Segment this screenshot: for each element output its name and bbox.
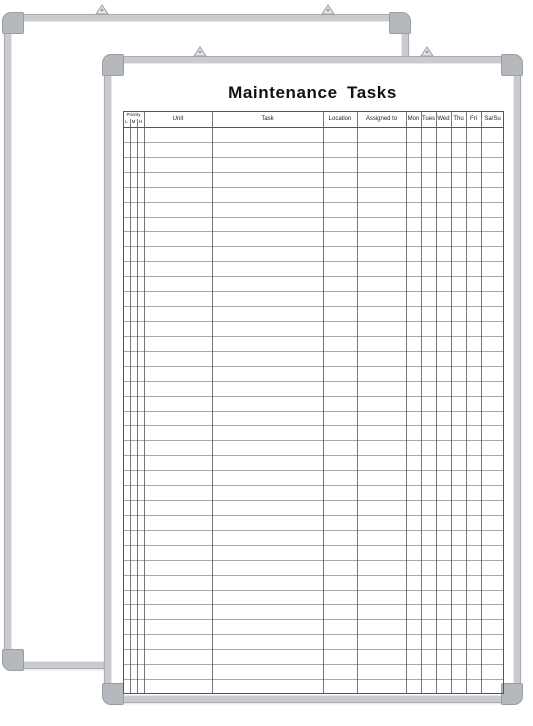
- priority-header: [123, 111, 144, 127]
- frame-corner-cap: [501, 683, 523, 705]
- priority-header-label: Priority: [126, 112, 141, 117]
- priority-level-low: L: [125, 119, 128, 124]
- grid-border: [124, 112, 504, 694]
- board-title: Maintenance Tasks: [228, 83, 397, 102]
- column-header-wed: Wed: [437, 116, 450, 122]
- frame-corner-cap: [102, 54, 124, 76]
- task-grid-lines: [123, 111, 504, 694]
- column-header-thu: Thu: [453, 116, 464, 122]
- frame-corner-cap: [102, 683, 124, 705]
- task-grid: [123, 111, 504, 694]
- priority-level-medium: M: [131, 119, 136, 124]
- column-header-location: Location: [328, 116, 352, 122]
- frame-corner-cap: [2, 12, 24, 34]
- hanger-hook-icon: [95, 4, 109, 15]
- column-header-task: Task: [261, 116, 274, 122]
- frame-corner-cap: [501, 54, 523, 76]
- column-header-fri: Fri: [470, 116, 477, 122]
- hanger-hook-icon: [193, 46, 207, 57]
- hanger-hook-icon: [321, 4, 335, 15]
- column-header-tues: Tues: [421, 116, 436, 122]
- frame-corner-cap: [389, 12, 411, 34]
- priority-level-high: H: [138, 119, 143, 124]
- column-header-unit: Unit: [172, 116, 184, 122]
- frame-corner-cap: [2, 649, 24, 671]
- column-header-mon: Mon: [407, 116, 420, 122]
- maintenance-tasks-whiteboard: [104, 56, 521, 703]
- column-header-assigned-to: Assigned to: [365, 116, 398, 122]
- column-header-sa-su: Sa/Su: [484, 116, 501, 122]
- hanger-hook-icon: [420, 46, 434, 57]
